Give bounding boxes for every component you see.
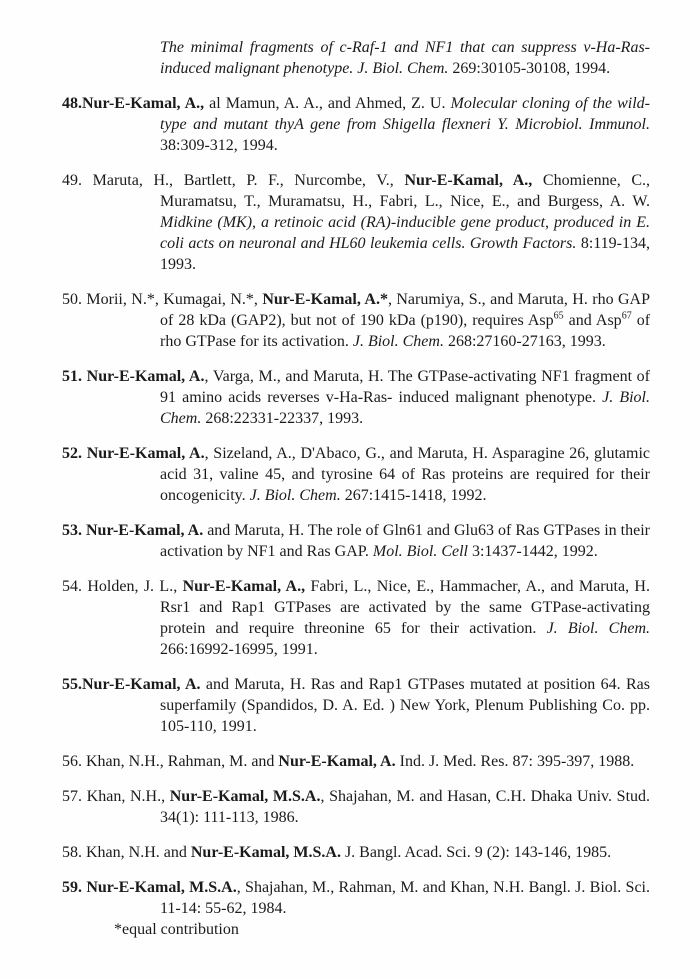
- text-segment: Nur-E-Kamal, A.: [278, 753, 396, 770]
- text-segment: and Maruta, H. The role of Gln61 and Glu63 of Ras GTPases in their activation by NF1 and Ras GAP.: [160, 522, 650, 560]
- text-segment: 65: [553, 310, 564, 322]
- text-segment: Molecular cloning of the wild-type and mutant thyA gene from Shigella flexneri Y. Microbiol. Immunol.: [160, 95, 650, 133]
- text-segment: 268:22331-22337, 1993.: [201, 410, 364, 427]
- text-segment: 57. Khan, N.H.,: [62, 788, 170, 805]
- text-segment: , Sizeland, A., D'Abaco, G., and Maruta, H. Asparagine 26, glutamic acid 31, valine 45, and tyrosine 64 of Ras proteins are required for their oncogenicity.: [160, 445, 650, 504]
- text-segment: 56. Khan, N.H., Rahman, M. and: [62, 753, 279, 770]
- reference-56: [62, 751, 650, 772]
- reference-57: [62, 786, 650, 828]
- text-segment: J. Biol. Chem.: [352, 333, 444, 350]
- text-segment: Nur-E-Kamal, M.S.A.: [169, 788, 321, 805]
- text-segment: , Shajahan, M. and Hasan, C.H. Dhaka Univ. Stud. 34(1): 111-113, 1986.: [160, 788, 651, 826]
- text-segment: 51. Nur-E-Kamal, A.: [62, 368, 205, 385]
- text-segment: The minimal fragments of c-Raf-1 and NF1 that can suppress v-Ha-Ras-induced malignant phenotype. J. Biol. Chem.: [160, 39, 650, 77]
- text-segment: 48.Nur-E-Kamal, A.,: [62, 95, 205, 112]
- text-segment: Mol. Biol. Cell: [372, 543, 468, 560]
- text-segment: , Varga, M., and Maruta, H. The GTPase-activating NF1 fragment of 91 amino acids reverses v-Ha-Ras- induced malignant phenotype.: [160, 368, 650, 406]
- text-segment: 267:1415-1418, 1992.: [340, 487, 487, 504]
- text-segment: , Shajahan, M., Rahman, M. and Khan, N.H. Bangl. J. Biol. Sci. 11-14: 55-62, 1984.: [160, 879, 651, 917]
- text-segment: Nur-E-Kamal, A.,: [182, 578, 306, 595]
- text-segment: 59. Nur-E-Kamal, M.S.A.: [62, 879, 237, 896]
- text-segment: J. Biol. Chem.: [160, 389, 651, 427]
- text-segment: J. Bangl. Acad. Sci. 9 (2): 143-146, 1985.: [340, 844, 612, 861]
- text-segment: 38:309-312, 1994.: [160, 137, 278, 154]
- text-segment: Nur-E-Kamal, A.,: [404, 172, 533, 189]
- text-segment: 269:30105-30108, 1994.: [448, 60, 611, 77]
- text-segment: and Asp: [563, 312, 622, 329]
- text-segment: Nur-E-Kamal, M.S.A.: [190, 844, 341, 861]
- reference-53: [62, 520, 650, 562]
- text-segment: al Mamun, A. A., and Ahmed, Z. U.: [204, 95, 451, 112]
- reference-51: [62, 366, 650, 429]
- text-segment: Ind. J. Med. Res. 87: 395-397, 1988.: [395, 753, 635, 770]
- text-segment: 3:1437-1442, 1992.: [467, 543, 598, 560]
- text-segment: Fabri, L., Nice, E., Hammacher, A., and Maruta, H. Rsr1 and Rap1 GTPases are activated by the same GTPase-activating protein and require threonine 65 for their activation.: [160, 578, 650, 637]
- reference-48: [62, 93, 650, 156]
- reference-55: [62, 674, 650, 737]
- equal-contribution-footnote: *equal contribution: [114, 921, 239, 938]
- text-segment: 54. Holden, J. L.,: [62, 578, 183, 595]
- reference-49: [62, 170, 650, 275]
- text-segment: 55.Nur-E-Kamal, A.: [62, 676, 201, 693]
- text-segment: Midkine (MK), a retinoic acid (RA)-inducible gene product, produced in E. coli acts on neuronal and HL60 leukemia cells. Growth Factors.: [160, 214, 650, 252]
- reference-54: [62, 576, 650, 660]
- reference-47-continuation: [62, 37, 650, 79]
- text-segment: 8:119-134, 1993.: [160, 235, 650, 273]
- text-segment: 58. Khan, N.H. and: [62, 844, 191, 861]
- text-segment: Nur-E-Kamal, A.*: [262, 291, 388, 308]
- reference-52: [62, 443, 650, 506]
- text-segment: J. Biol. Chem.: [249, 487, 341, 504]
- reference-50: [62, 289, 650, 352]
- text-segment: 53. Nur-E-Kamal, A.: [62, 522, 204, 539]
- text-segment: Chomienne, C., Muramatsu, T., Muramatsu, H., Fabri, L., Nice, E., and Burgess, A. W.: [160, 172, 651, 210]
- text-segment: 268:27160-27163, 1993.: [443, 333, 606, 350]
- reference-58: [62, 842, 650, 863]
- text-segment: of rho GTPase for its activation.: [160, 312, 651, 350]
- text-segment: J. Biol. Chem.: [546, 620, 650, 637]
- text-segment: 52. Nur-E-Kamal, A.: [62, 445, 205, 462]
- text-segment: 49. Maruta, H., Bartlett, P. F., Nurcombe, V.,: [62, 172, 405, 189]
- text-segment: 50. Morii, N.*, Kumagai, N.*,: [62, 291, 263, 308]
- text-segment: and Maruta, H. Ras and Rap1 GTPases mutated at position 64. Ras superfamily (Spandidos, D. A. Ed. ) New York, Plenum Publishing Co. pp. 105-110, 1991.: [160, 676, 650, 735]
- text-segment: 266:16992-16995, 1991.: [160, 641, 318, 658]
- reference-59: [62, 877, 650, 919]
- text-segment: , Narumiya, S., and Maruta, H. rho GAP of 28 kDa (GAP2), but not of 190 kDa (p190), requires Asp: [160, 291, 651, 329]
- text-segment: 67: [621, 310, 632, 322]
